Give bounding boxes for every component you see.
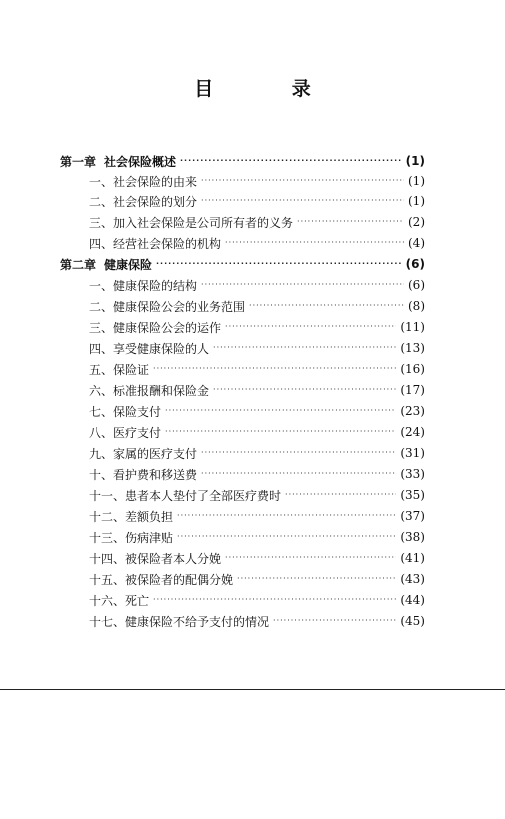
page-number: (17)	[400, 383, 425, 397]
toc-item	[89, 549, 425, 567]
item-title: 看护费和移送费	[113, 467, 198, 482]
toc-item	[89, 486, 425, 504]
item-title: 被保险者本人分娩	[125, 551, 222, 566]
item-title: 标准报酬和保险金	[113, 383, 210, 398]
leader-dots	[153, 363, 396, 375]
item-number: 二、	[89, 299, 114, 314]
leader-dots	[201, 175, 404, 187]
item-number: 四、	[89, 341, 114, 356]
toc-item	[89, 570, 425, 588]
toc-item	[89, 360, 425, 378]
item-title: 加入社会保险是公司所有者的义务	[113, 215, 294, 230]
item-number: 一、	[89, 174, 114, 189]
item-number: 十三、	[89, 530, 126, 545]
toc-item	[89, 423, 425, 441]
leader-dots	[285, 489, 396, 501]
leader-dots	[273, 615, 396, 627]
leader-dots	[201, 195, 404, 207]
chapter-number: 第二章	[60, 257, 97, 272]
item-title: 健康保险的结构	[113, 278, 198, 293]
item-number: 五、	[89, 362, 114, 377]
page-number: (13)	[400, 341, 425, 355]
page-number: (23)	[400, 404, 425, 418]
toc-item	[89, 612, 425, 630]
toc-item	[89, 591, 425, 609]
item-title: 社会保险的划分	[113, 194, 198, 209]
page-number: (6)	[405, 257, 425, 271]
leader-dots	[297, 216, 404, 228]
toc-item	[89, 402, 425, 420]
toc-item	[89, 318, 425, 336]
item-title: 家属的医疗支付	[113, 446, 198, 461]
item-number: 十二、	[89, 509, 126, 524]
bottom-rule	[0, 689, 505, 690]
leader-dots	[156, 258, 402, 270]
leader-dots	[153, 594, 396, 606]
toc-chapter-2	[60, 255, 425, 273]
toc-item	[89, 172, 425, 190]
toc-item	[89, 192, 425, 210]
page-number: (2)	[408, 215, 425, 229]
item-title: 健康保险公会的运作	[113, 320, 222, 335]
item-number: 十六、	[89, 593, 126, 608]
toc-item	[89, 465, 425, 483]
toc-item	[89, 339, 425, 357]
leader-dots	[177, 531, 396, 543]
page-number: (37)	[400, 509, 425, 523]
leader-dots	[237, 573, 396, 585]
item-title: 伤病津贴	[125, 530, 174, 545]
page-number: (4)	[408, 236, 425, 250]
page-number: (1)	[405, 154, 425, 168]
item-title: 被保险者的配偶分娩	[125, 572, 234, 587]
leader-dots	[177, 510, 396, 522]
item-title: 健康保险不给予支付的情况	[125, 614, 270, 629]
toc-item	[89, 234, 425, 252]
item-number: 二、	[89, 194, 114, 209]
item-title: 差额负担	[125, 509, 174, 524]
page-number: (8)	[408, 299, 425, 313]
item-number: 十五、	[89, 572, 126, 587]
toc-chapter-1	[60, 152, 425, 170]
page-number: (38)	[400, 530, 425, 544]
item-title: 医疗支付	[113, 425, 162, 440]
chapter-number: 第一章	[60, 154, 97, 169]
leader-dots	[225, 237, 404, 249]
leader-dots	[201, 468, 396, 480]
page-number: (1)	[408, 174, 425, 188]
toc-item	[89, 213, 425, 231]
item-number: 十四、	[89, 551, 126, 566]
page-number: (44)	[400, 593, 425, 607]
item-number: 九、	[89, 446, 114, 461]
item-number: 一、	[89, 278, 114, 293]
item-title: 患者本人垫付了全部医疗费时	[125, 488, 282, 503]
page-number: (31)	[400, 446, 425, 460]
page-number: (35)	[400, 488, 425, 502]
item-number: 四、	[89, 236, 114, 251]
leader-dots	[213, 342, 396, 354]
item-number: 十七、	[89, 614, 126, 629]
toc-item	[89, 507, 425, 525]
item-number: 三、	[89, 320, 114, 335]
leader-dots	[249, 300, 404, 312]
page-number: (16)	[400, 362, 425, 376]
page-number: (6)	[408, 278, 425, 292]
item-title: 健康保险公会的业务范围	[113, 299, 246, 314]
item-title: 保险证	[113, 362, 150, 377]
leader-dots	[213, 384, 396, 396]
item-title: 社会保险的由来	[113, 174, 198, 189]
page-number: (41)	[400, 551, 425, 565]
leader-dots	[225, 552, 396, 564]
item-title: 经营社会保险的机构	[113, 236, 222, 251]
leader-dots	[201, 279, 404, 291]
item-number: 八、	[89, 425, 114, 440]
leader-dots	[201, 447, 396, 459]
page-title: 目 录	[194, 78, 347, 100]
item-number: 七、	[89, 404, 114, 419]
toc-item	[89, 297, 425, 315]
chapter-title: 健康保险	[104, 257, 153, 272]
item-title: 死亡	[125, 593, 150, 608]
leader-dots	[180, 155, 402, 167]
toc-item	[89, 381, 425, 399]
toc-item	[89, 444, 425, 462]
leader-dots	[225, 321, 396, 333]
item-number: 十一、	[89, 488, 126, 503]
leader-dots	[165, 426, 396, 438]
item-title: 享受健康保险的人	[113, 341, 210, 356]
page-number: (33)	[400, 467, 425, 481]
item-title: 保险支付	[113, 404, 162, 419]
item-number: 十、	[89, 467, 114, 482]
page-number: (43)	[400, 572, 425, 586]
page-number: (45)	[400, 614, 425, 628]
chapter-title: 社会保险概述	[104, 154, 177, 169]
page-number: (24)	[400, 425, 425, 439]
page-number: (1)	[408, 194, 425, 208]
toc-item	[89, 528, 425, 546]
leader-dots	[165, 405, 396, 417]
toc-item	[89, 276, 425, 294]
item-number: 三、	[89, 215, 114, 230]
item-number: 六、	[89, 383, 114, 398]
page-number: (11)	[400, 320, 425, 334]
